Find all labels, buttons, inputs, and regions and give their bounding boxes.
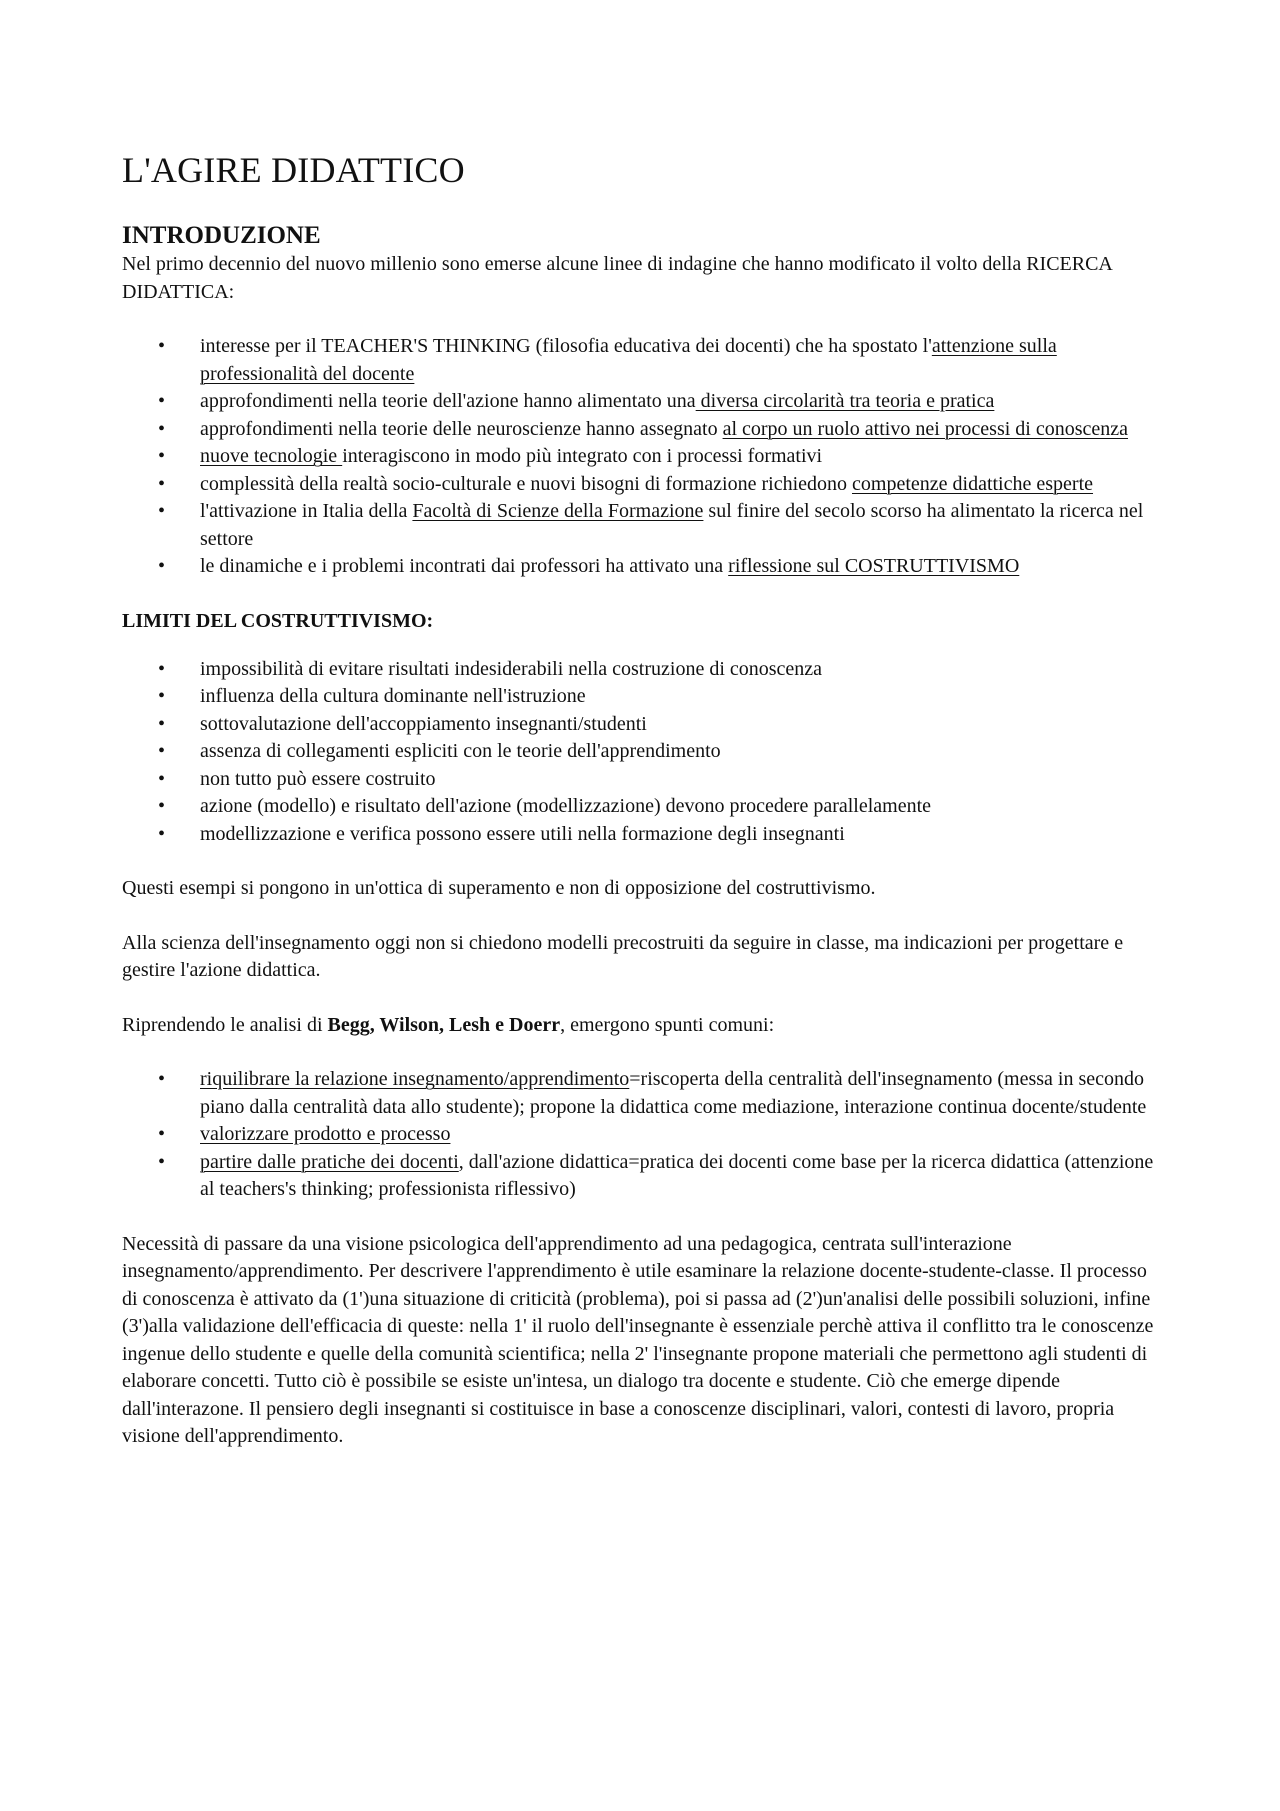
- underlined-text: riflessione sul COSTRUTTIVISMO: [728, 555, 1020, 578]
- paragraph-analisi: Riprendendo le analisi di Begg, Wilson, Lesh e Doerr, emergono spunti comuni:: [122, 1013, 775, 1036]
- intro-paragraph: Nel primo decennio del nuovo millenio sono emerse alcune linee di indagine che hanno modificato il volto della RICERCA DIDATTICA:: [122, 253, 1112, 303]
- list-item: • nuove tecnologie interagiscono in modo più integrato con i processi formativi: [200, 443, 1162, 471]
- bullet-icon: •: [158, 555, 166, 578]
- bullet-icon: •: [158, 445, 166, 468]
- list-item: • assenza di collegamenti espliciti con le teorie dell'apprendimento: [200, 738, 1162, 766]
- bullet-icon: •: [158, 335, 166, 358]
- bullet-icon: •: [158, 795, 166, 818]
- research-lines-list: [122, 333, 1162, 581]
- list-item: • interesse per il TEACHER'S THINKING (filosofia educativa dei docenti) che ha spostato l'attenzione sulla professionalità del docente: [158, 335, 1057, 385]
- underlined-text: al corpo un ruolo attivo nei processi di conoscenza: [722, 417, 1129, 440]
- list-item: • partire dalle pratiche dei docenti, dall'azione didattica=pratica dei docenti come base per la ricerca didattica (attenzione al teachers's thinking; professionista riflessivo): [158, 1150, 1154, 1201]
- bullet-icon: •: [158, 740, 166, 763]
- paragraph-scienza-insegnamento: Alla scienza dell'insegnamento oggi non si chiedono modelli precostruiti da seguire in classe, ma indicazioni per progettare e gestire l'azione didattica.: [122, 931, 1124, 982]
- paragraph-superamento: Questi esempi si pongono in un'ottica di superamento e non di opposizione del costruttivismo.: [122, 877, 876, 900]
- limits-heading: LIMITI DEL COSTRUTTIVISMO:: [122, 609, 434, 632]
- underlined-text: Facoltà di Scienze della Formazione: [412, 500, 704, 523]
- bullet-icon: •: [158, 767, 166, 790]
- bullet-icon: •: [158, 1150, 166, 1173]
- list-item: • le dinamiche e i problemi incontrati dai professori ha attivato una riflessione sul COSTRUTTIVISMO: [200, 553, 1162, 581]
- document-title: L'AGIRE DIDATTICO: [122, 150, 465, 190]
- underlined-text: diversa circolarità tra teoria e pratica: [695, 390, 995, 413]
- list-item: • impossibilità di evitare risultati indesiderabili nella costruzione di conoscenza: [200, 656, 1162, 684]
- bullet-icon: •: [158, 685, 166, 708]
- underlined-text: riquilibrare la relazione insegnamento/apprendimento: [200, 1068, 630, 1091]
- final-paragraph: Necessità di passare da una visione psicologica dell'apprendimento ad una pedagogica, centrata sull'interazione insegnamento/apprendimento. Per descrivere l'apprendimento è utile esaminare la relazione docente-studente-classe. Il processo di conoscenza è attivato da (1')una situazione di criticità (problema), poi si passa ad (2')un'analisi delle possibili soluzioni, infine (3')alla validazione dell'efficacia di queste: nella 1' il ruolo dell'insegnante è essenziale perchè attiva il conflitto tra le conoscenze ingenue dello studente e quelle della comunità scientifica; nella 2' l'insegnante propone materiali che permettono agli studenti di elaborare concetti. Tutto ciò è possibile se esiste un'intesa, un dialogo tra docente e studente. Ciò che emerge dipende dall'interazone. Il pensiero degli insegnanti si costituisce in base a conoscenze disciplinari, valori, contesti di lavoro, propria visione dell'apprendimento.: [122, 1232, 1154, 1448]
- limits-list: [122, 656, 1162, 849]
- bullet-icon: •: [158, 712, 166, 735]
- underlined-text: attenzione sulla professionalità del docente: [200, 335, 1057, 385]
- common-points-list: [122, 1066, 1162, 1204]
- list-item: • l'attivazione in Italia della Facoltà di Scienze della Formazione sul finire del secolo scorso ha alimentato la ricerca nel settore: [158, 500, 1144, 550]
- bullet-icon: •: [158, 1123, 166, 1146]
- authors-bold: Begg, Wilson, Lesh e Doerr: [327, 1013, 561, 1036]
- bullet-icon: •: [158, 500, 166, 523]
- bullet-icon: •: [158, 472, 166, 495]
- intro-heading: INTRODUZIONE: [122, 222, 321, 250]
- bullet-icon: •: [158, 417, 166, 440]
- list-item: • approfondimenti nella teorie delle neuroscienze hanno assegnato al corpo un ruolo attivo nei processi di conoscenza: [200, 416, 1162, 444]
- list-item: • sottovalutazione dell'accoppiamento insegnanti/studenti: [200, 711, 1162, 739]
- list-item: [158, 1121, 1162, 1149]
- list-item: • riquilibrare la relazione insegnamento/apprendimento=riscoperta della centralità dell'insegnamento (messa in secondo piano dalla centralità data allo studente); propone la didattica come mediazione, interazione continua docente/studente: [158, 1068, 1147, 1118]
- list-item: • azione (modello) e risultato dell'azione (modellizzazione) devono procedere parallelamente: [200, 793, 1162, 821]
- list-item: • modellizzazione e verifica possono essere utili nella formazione degli insegnanti: [200, 821, 1162, 849]
- underlined-text: competenze didattiche esperte: [852, 472, 1094, 495]
- bullet-icon: •: [158, 1068, 166, 1091]
- list-item: • approfondimenti nella teorie dell'azione hanno alimentato una diversa circolarità tra teoria e pratica: [200, 388, 1162, 416]
- bullet-icon: •: [158, 657, 166, 680]
- underlined-text: valorizzare prodotto e processo: [200, 1123, 451, 1146]
- document-content: [122, 150, 1162, 1478]
- list-item: • influenza della cultura dominante nell'istruzione: [200, 683, 1162, 711]
- list-item: • non tutto può essere costruito: [200, 766, 1162, 794]
- bullet-icon: •: [158, 390, 166, 413]
- bullet-icon: •: [158, 822, 166, 845]
- underlined-text: partire dalle pratiche dei docenti: [200, 1150, 459, 1173]
- underlined-text: nuove tecnologie: [200, 445, 343, 468]
- list-item: • complessità della realtà socio-culturale e nuovi bisogni di formazione richiedono competenze didattiche esperte: [200, 471, 1162, 499]
